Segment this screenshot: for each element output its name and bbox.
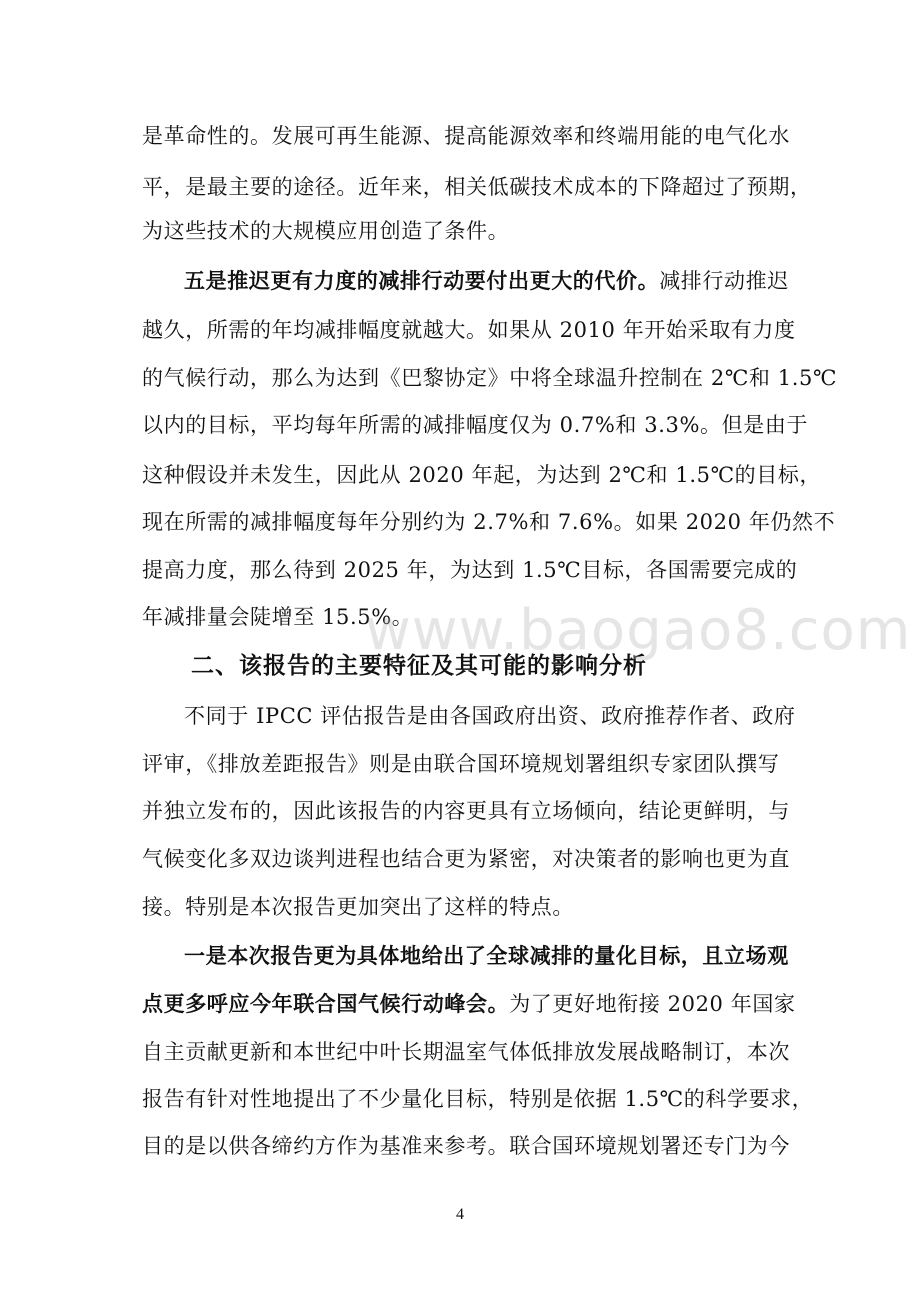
text-line: 目的是以供各缔约方作为基准来参考。联合国环境规划署还专门为今 [142,1134,790,1158]
paragraph-second-line [142,989,796,1019]
text-line: 报告有针对性地提出了不少量化目标，特别是依据 1.5℃的科学要求， [142,1087,814,1111]
text-line: 为这些技术的大规模应用创造了条件。 [142,219,510,243]
bold-lead: 五是推迟更有力度的减排行动要付出更大的代价。 [184,268,660,293]
text-line: 自主贡献更新和本世纪中叶长期温室气体低排放发展战略制订，本次 [142,1040,790,1064]
text-line: 接。特别是本次报告更加突出了这样的特点。 [142,895,574,919]
watermark: www.baogao8.com [365,598,912,663]
page-number: 4 [456,1206,464,1223]
text-line: 的气候行动，那么为达到《巴黎协定》中将全球温升控制在 2℃和 1.5℃ [142,366,838,390]
paragraph-first-line [184,266,789,296]
text-span: 减排行动推迟 [659,269,789,293]
text-line: 平，是最主要的途径。近年来，相关低碳技术成本的下降超过了预期， [142,175,812,199]
text-line: 年减排量会陡增至 15.5%。 [142,605,414,629]
text-line: 评审，《排放差距报告》则是由联合国环境规划署组织专家团队撰写 [142,752,780,776]
section-heading: 二、该报告的主要特征及其可能的影响分析 [191,653,647,679]
bold-lead: 点更多呼应今年联合国气候行动峰会。 [142,991,510,1016]
text-line: 越久，所需的年均减排幅度就越大。如果从 2010 年开始采取有力度 [142,318,796,342]
text-line: 提高力度，那么待到 2025 年，为达到 1.5℃目标，各国需要完成的 [142,558,798,582]
text-line: 气候变化多双边谈判进程也结合更为紧密，对决策者的影响也更为直 [142,847,790,871]
paragraph-first-line: 一是本次报告更为具体地给出了全球减排的量化目标，且立场观 [184,943,789,968]
text-line: 现在所需的减排幅度每年分别约为 2.7%和 7.6%。如果 2020 年仍然不 [142,510,836,534]
text-span: 为了更好地衔接 2020 年国家 [509,992,796,1016]
text-line: 并独立发布的，因此该报告的内容更具有立场倾向，结论更鲜明，与 [142,799,790,823]
text-line: 这种假设并未发生，因此从 2020 年起，为达到 2℃和 1.5℃的目标， [142,463,822,487]
text-line: 是革命性的。发展可再生能源、提高能源效率和终端用能的电气化水 [142,124,790,148]
paragraph-first-line: 不同于 IPCC 评估报告是由各国政府出资、政府推荐作者、政府 [184,704,796,728]
text-line: 以内的目标，平均每年所需的减排幅度仅为 0.7%和 3.3%。但是由于 [142,413,809,437]
